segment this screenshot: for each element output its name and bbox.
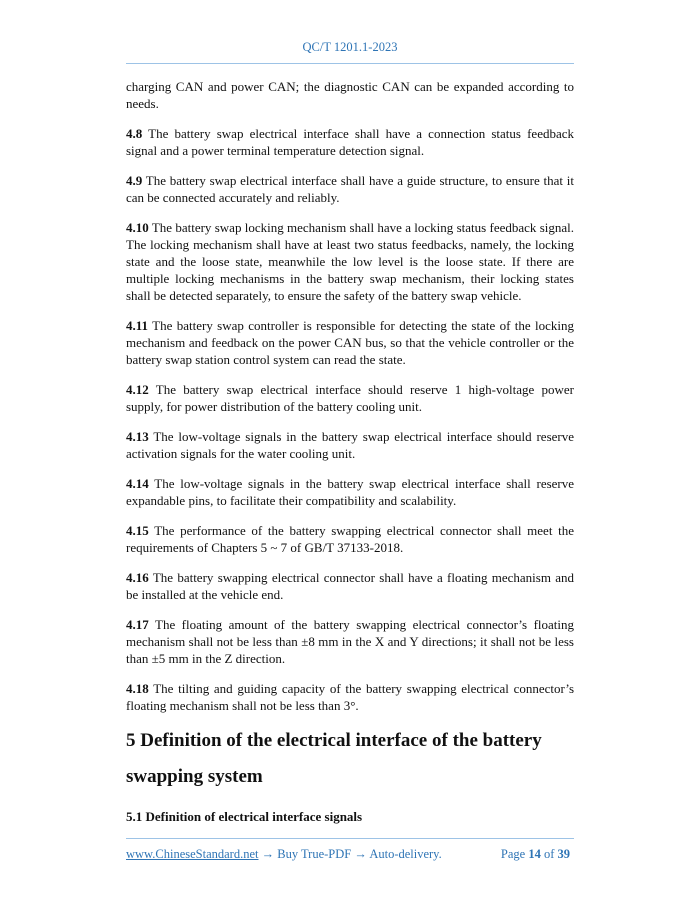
website-link[interactable]: www.ChineseStandard.net (126, 847, 259, 861)
clause-4-18: 4.18 The tilting and guiding capacity of the battery swapping electrical connector’s floating mechanism shall not be less than 3°. (126, 681, 575, 713)
clause-number: 4.9 (126, 173, 143, 188)
arrow-right-icon: → (354, 847, 367, 861)
document-header: QC/T 1201.1-2023 (302, 40, 398, 54)
clause-number: 4.10 (126, 220, 149, 235)
clause-number: 4.12 (126, 382, 149, 397)
clause-4-13: 4.13 The low-voltage signals in the battery swap electrical interface should reserve activation signals for the water cooling unit. (126, 429, 575, 461)
clause-4-8: 4.8 The battery swap electrical interface shall have a connection status feedback signal and a power terminal temperature detection signal. (126, 126, 575, 158)
buy-true-pdf-text: Buy True-PDF (277, 847, 352, 861)
footer-rule (126, 838, 574, 839)
clause-number: 4.15 (126, 523, 149, 538)
clause-number: 4.18 (126, 681, 149, 696)
arrow-right-icon: → (261, 847, 275, 861)
clause-number: 4.13 (126, 429, 149, 444)
clause-4-17: 4.17 The floating amount of the battery swapping electrical connector’s floating mechanism shall not be less than ±8 mm in the X and Y directions; it shall not be less than ±5 mm in the Z direction. (126, 617, 574, 666)
total-pages: 39 (557, 847, 570, 861)
clause-4-14: 4.14 The low-voltage signals in the battery swap electrical interface shall reserve expandable pins, to facilitate their compatibility and scalability. (126, 476, 575, 508)
clause-4-16: 4.16 The battery swapping electrical connector shall have a floating mechanism and be installed at the vehicle end. (126, 570, 574, 602)
clause-4-10: 4.10 The battery swap locking mechanism shall have a locking status feedback signal. The locking mechanism shall have at least two status feedbacks, namely, the locking state and the loose state, meanwhile the low level is the loose state. If there are multiple locking mechanisms in the battery swap mechanism, their locking states shall be detected separately, to ensure the safety of the battery swap vehicle. (126, 220, 575, 303)
clause-number: 4.16 (126, 570, 149, 585)
of-label: of (543, 847, 555, 861)
section-heading-continued: swapping system (126, 766, 263, 787)
section-heading: 5 Definition of the electrical interface of the battery (126, 730, 542, 751)
clause-number: 4.8 (126, 126, 143, 141)
page-label: Page (500, 847, 526, 861)
clause-4-12: 4.12 The battery swap electrical interface should reserve 1 high-voltage power supply, for power distribution of the battery cooling unit. (126, 382, 575, 414)
document-footer (126, 847, 574, 862)
clause-number: 4.14 (126, 476, 149, 491)
auto-delivery-text: Auto-delivery. (369, 847, 442, 861)
clause-number: 4.17 (126, 617, 149, 632)
clause-number: 4.11 (126, 318, 149, 333)
header-rule (126, 63, 574, 64)
paragraph: charging CAN and power CAN; the diagnostic CAN can be expanded according to needs. (126, 79, 574, 111)
clause-4-11: 4.11 The battery swap controller is responsible for detecting the state of the locking mechanism and feedback on the power CAN bus, so that the vehicle controller or the battery swap station control system can read the state. (126, 318, 575, 367)
subsection-heading: 5.1 Definition of electrical interface signals (126, 809, 363, 824)
document-body (126, 78, 574, 825)
page-indicator (501, 847, 570, 862)
clause-4-15: 4.15 The performance of the battery swapping electrical connector shall meet the requirements of Chapters 5 ~ 7 of GB/T 37133-2018. (126, 523, 574, 555)
clause-4-9: 4.9 The battery swap electrical interface shall have a guide structure, to ensure that it can be connected accurately and reliably. (126, 173, 575, 205)
page-number: 14 (528, 847, 541, 861)
